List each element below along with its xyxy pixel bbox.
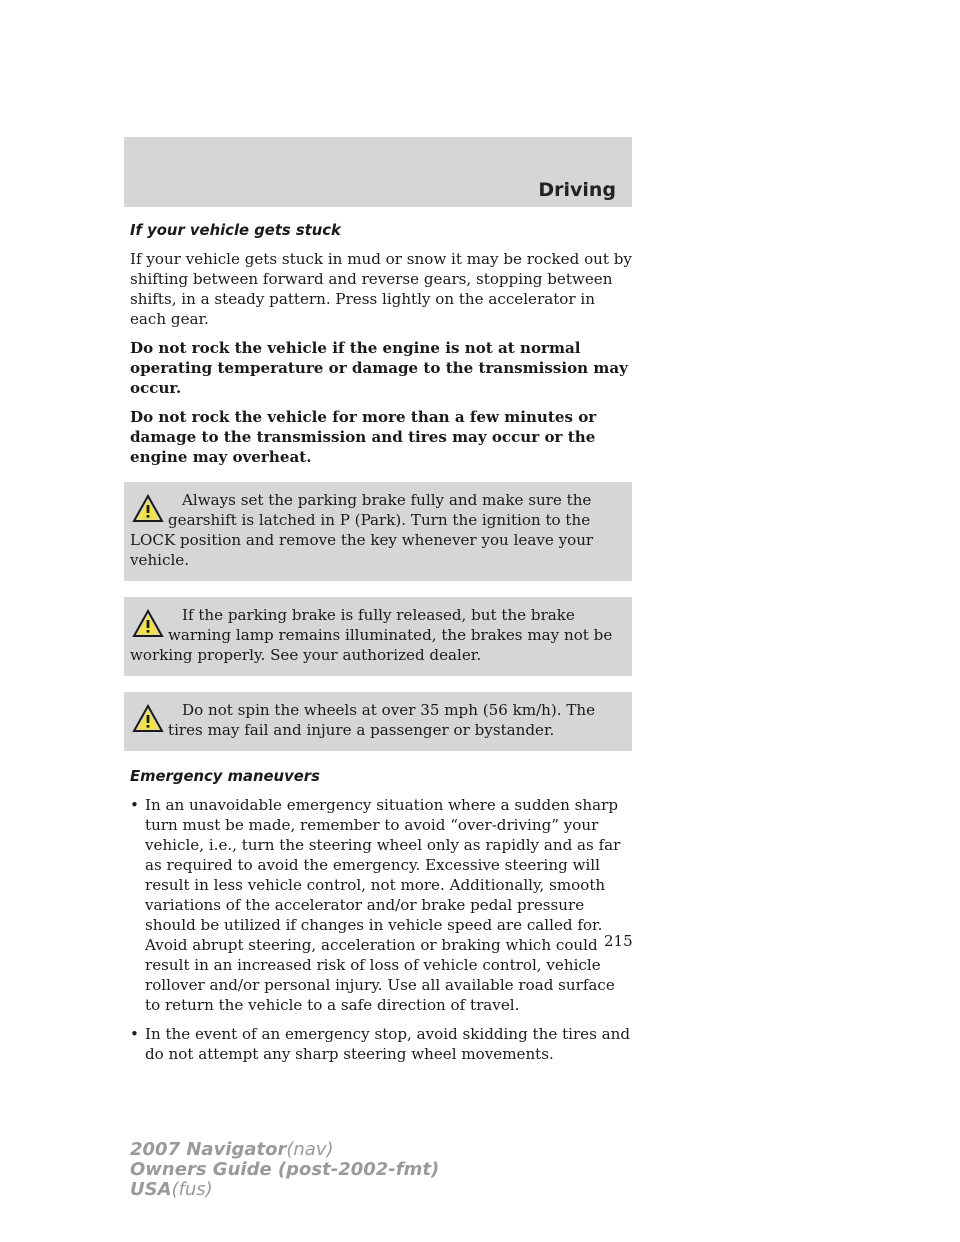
section-title: Driving (538, 179, 616, 201)
paragraph-stuck: If your vehicle gets stuck in mud or snow it may be rocked out by shifting between forward and reverse gears, stopping between shifts, in a steady pattern. Press lightly on the accelerator in each gear. (130, 250, 632, 328)
warning-triangle-icon (132, 609, 164, 639)
footer-guide: Owners Guide (post-2002-fmt) (130, 1159, 440, 1180)
warning-box-parking (124, 482, 632, 581)
warning-triangle-icon (132, 494, 164, 524)
warning-box-wheel-spin (124, 692, 632, 751)
section-header-bar (124, 137, 632, 207)
list-item (130, 1024, 634, 1064)
warning-text-wheel-spin: Do not spin the wheels at over 35 mph (56 km/h). The tires may fail and injure a passenger or bystander. (168, 701, 596, 739)
page-number: 215 (604, 932, 633, 950)
heading-emergency-maneuvers: Emergency maneuvers (130, 768, 320, 785)
footer-market-code: (fus) (171, 1179, 213, 1200)
footer-line-guide (130, 1160, 439, 1180)
footer-market: USA (130, 1179, 172, 1200)
list-item-text: In the event of an emergency stop, avoid skidding the tires and do not attempt any sharp steering wheel movements. (145, 1025, 631, 1063)
list-item-text: In an unavoidable emergency situation where a sudden sharp turn must be made, remember to avoid “over-driving” your vehicle, i.e., turn the steering wheel only as rapidly and as far as required to avoid the emergency. Excessive steering will result in less vehicle control, not more. Additionally, smooth variations of the accelerator and/or brake pedal pressure should be utilized if changes in vehicle speed are called for. Avoid abrupt steering, acceleration or braking which could result in an increased risk of loss of vehicle control, vehicle rollover and/or personal injury. Use all available road surface to return the vehicle to a safe direction of travel. (145, 796, 621, 1014)
warning-text-parking: Always set the parking brake fully and make sure the gearshift is latched in P (Park). Turn the ignition to the LOCK position and remove the key whenever you leave your vehicle. (130, 491, 594, 569)
list-item (130, 795, 634, 1015)
footer-line-model (130, 1140, 439, 1160)
footer-model: 2007 Navigator (130, 1139, 287, 1160)
paragraph-warning-duration: Do not rock the vehicle for more than a few minutes or damage to the transmission and tires may occur or the engine may overheat. (130, 408, 597, 466)
warning-triangle-icon (132, 704, 164, 734)
paragraph-warning-temperature: Do not rock the vehicle if the engine is not at normal operating temperature or damage to the transmission may occur. (130, 339, 628, 397)
document-footer (130, 1140, 439, 1200)
footer-line-market (130, 1180, 439, 1200)
bullet-mark: • (130, 796, 139, 814)
heading-vehicle-stuck: If your vehicle gets stuck (130, 222, 341, 239)
warning-box-brake-lamp (124, 597, 632, 676)
page-content (130, 221, 634, 1073)
footer-model-code: (nav) (286, 1139, 334, 1160)
warning-text-brake-lamp: If the parking brake is fully released, but the brake warning lamp remains illuminated, the brakes may not be working properly. See your authorized dealer. (130, 606, 613, 664)
emergency-list (130, 795, 634, 1064)
bullet-mark: • (130, 1025, 139, 1043)
